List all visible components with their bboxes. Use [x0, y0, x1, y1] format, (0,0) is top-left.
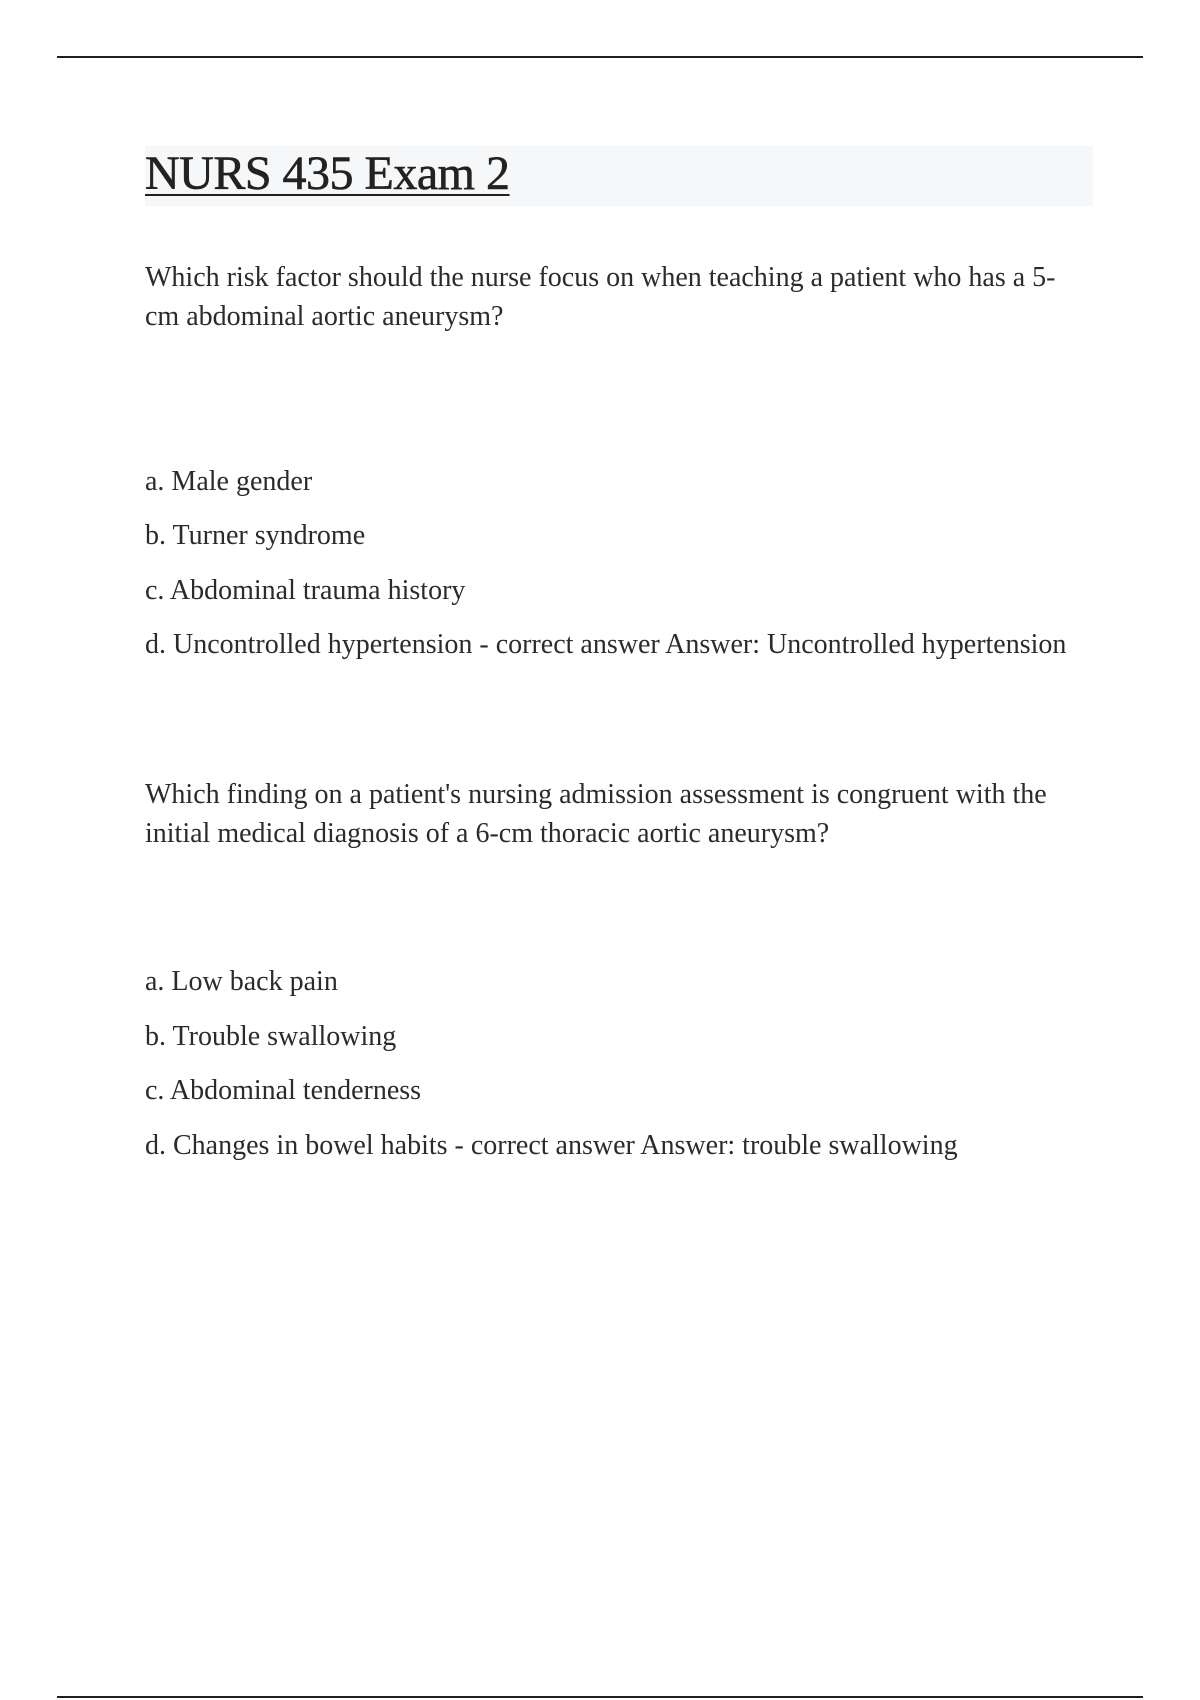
question-2-option-a: a. Low back pain: [145, 966, 338, 997]
page-title: NURS 435 Exam 2: [145, 147, 510, 200]
bottom-rule: [57, 1696, 1143, 1698]
question-2-option-b: b. Trouble swallowing: [145, 1021, 397, 1052]
question-2: [145, 775, 1075, 853]
question-1-option-b: b. Turner syndrome: [145, 520, 366, 551]
top-rule: [57, 56, 1143, 58]
question-2-text: Which finding on a patient's nursing admission assessment is congruent with the initial medical diagnosis of a 6-cm thoracic aortic aneurysm?: [145, 779, 1047, 849]
question-1-option-a: a. Male gender: [145, 466, 313, 497]
question-1-option-d: d. Uncontrolled hypertension - correct answer Answer: Uncontrolled hypertension: [145, 629, 1067, 660]
question-2-option-d: d. Changes in bowel habits - correct answer Answer: trouble swallowing: [145, 1130, 958, 1161]
question-2-option-c: c. Abdominal tenderness: [145, 1075, 422, 1106]
question-1: [145, 258, 1075, 336]
question-1-text: Which risk factor should the nurse focus on when teaching a patient who has a 5-cm abdominal aortic aneurysm?: [145, 262, 1056, 332]
question-1-option-c: c. Abdominal trauma history: [145, 575, 466, 606]
